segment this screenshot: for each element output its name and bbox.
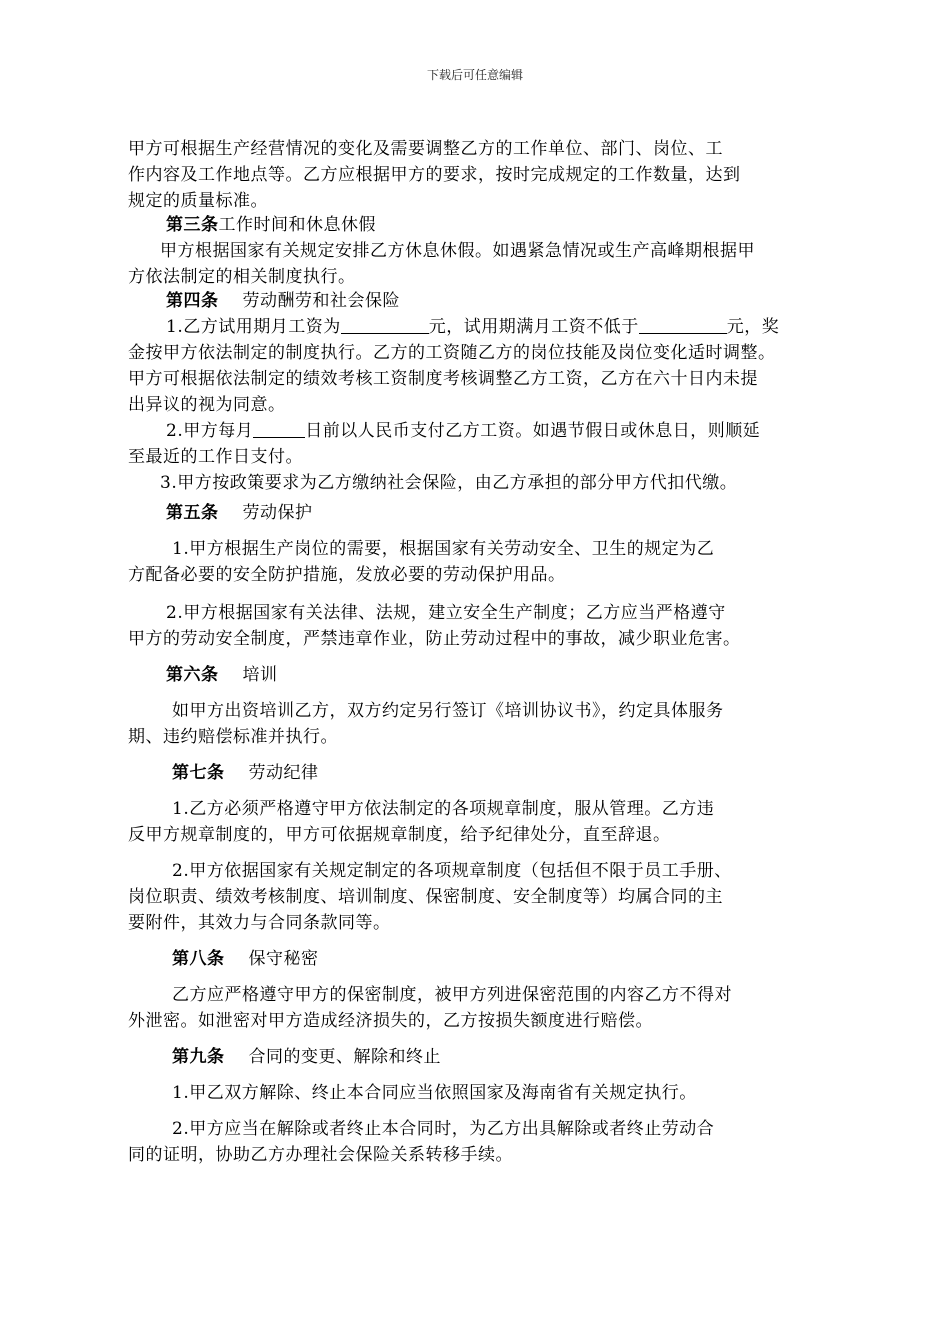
article-9-number: 第九条 [172, 1047, 225, 1067]
payday-blank [253, 419, 305, 438]
paragraph-line: 甲方根据国家有关规定安排乙方休息休假。如遇紧急情况或生产高峰期根据甲 [160, 241, 755, 261]
paragraph-line: 外泄密。如泄密对甲方造成经济损失的，乙方按损失额度进行赔偿。 [128, 1011, 653, 1031]
paragraph-line: 1.甲乙双方解除、终止本合同应当依照国家及海南省有关规定执行。 [172, 1083, 697, 1103]
paragraph-line: 出异议的视为同意。 [128, 395, 286, 415]
paragraph-line: 3.甲方按政策要求为乙方缴纳社会保险，由乙方承担的部分甲方代扣代缴。 [160, 473, 738, 493]
paragraph-line: 反甲方规章制度的，甲方可依据规章制度，给予纪律处分，直至辞退。 [128, 825, 671, 845]
paragraph-line: 至最近的工作日支付。 [128, 447, 303, 467]
article-8-heading [172, 946, 319, 972]
salary-text-3: 元，奖 [726, 317, 780, 337]
page-header-note: 下载后可任意编辑 [426, 68, 523, 82]
article-3-title: 工作时间和休息休假 [218, 215, 376, 235]
paragraph-line: 2.甲方依据国家有关规定制定的各项规章制度（包括但不限于员工手册、 [172, 861, 732, 881]
paragraph-line: 规定的质量标准。 [128, 191, 268, 211]
salary-text-2: 元，试用期满月工资不低于 [428, 317, 639, 337]
salary-line [166, 314, 779, 340]
article-5-heading [166, 500, 313, 526]
paragraph-line: 甲方的劳动安全制度，严禁违章作业，防止劳动过程中的事故，减少职业危害。 [128, 629, 741, 649]
article-3-heading [166, 212, 376, 238]
article-5-title: 劳动保护 [242, 503, 313, 523]
paragraph-line: 2.甲方应当在解除或者终止本合同时，为乙方出具解除或者终止劳动合 [172, 1119, 715, 1139]
salary-text-1: 1.乙方试用期月工资为 [166, 317, 341, 337]
article-9-title: 合同的变更、解除和终止 [248, 1047, 441, 1067]
paragraph-line: 甲方可根据生产经营情况的变化及需要调整乙方的工作单位、部门、岗位、工 [128, 139, 723, 159]
paragraph-line: 要附件，其效力与合同条款同等。 [128, 913, 391, 933]
paragraph-line: 期、违约赔偿标准并执行。 [128, 727, 338, 747]
paragraph-line: 如甲方出资培训乙方，双方约定另行签订《培训协议书》，约定具体服务 [172, 701, 724, 721]
article-8-number: 第八条 [172, 949, 225, 969]
paragraph-line: 同的证明，协助乙方办理社会保险关系转移手续。 [128, 1145, 513, 1165]
article-7-title: 劳动纪律 [248, 763, 319, 783]
article-7-number: 第七条 [172, 763, 225, 783]
article-5-number: 第五条 [166, 503, 219, 523]
paragraph-line: 岗位职责、绩效考核制度、培训制度、保密制度、安全制度等）均属合同的主 [128, 887, 723, 907]
payday-text-1: 2.甲方每月 [166, 421, 254, 441]
article-4-title: 劳动酬劳和社会保险 [242, 291, 400, 311]
paragraph-line: 方依法制定的相关制度执行。 [128, 267, 356, 287]
paragraph-line: 作内容及工作地点等。乙方应根据甲方的要求，按时完成规定的工作数量，达到 [128, 165, 741, 185]
paragraph-line: 乙方应严格遵守甲方的保密制度，被甲方列进保密范围的内容乙方不得对 [172, 985, 732, 1005]
article-4-number: 第四条 [166, 291, 219, 311]
paragraph-line: 2.甲方根据国家有关法律、法规，建立安全生产制度；乙方应当严格遵守 [166, 603, 726, 623]
paragraph-line: 甲方可根据依法制定的绩效考核工资制度考核调整乙方工资，乙方在六十日内未提 [128, 369, 758, 389]
paragraph-line: 方配备必要的安全防护措施，发放必要的劳动保护用品。 [128, 565, 566, 585]
payday-line [166, 418, 760, 444]
article-8-title: 保守秘密 [248, 949, 319, 969]
payday-text-2: 日前以人民币支付乙方工资。如遇节假日或休息日，则顺延 [305, 421, 761, 441]
paragraph-line: 金按甲方依法制定的制度执行。乙方的工资随乙方的岗位技能及岗位变化适时调整。 [128, 343, 776, 363]
article-4-heading [166, 288, 400, 314]
article-6-heading [166, 662, 278, 688]
article-6-number: 第六条 [166, 665, 219, 685]
article-9-heading [172, 1044, 441, 1070]
article-6-title: 培训 [242, 665, 278, 685]
paragraph-line: 1.甲方根据生产岗位的需要，根据国家有关劳动安全、卫生的规定为乙 [172, 539, 715, 559]
regular-salary-blank [639, 315, 727, 334]
article-7-heading [172, 760, 319, 786]
article-3-number: 第三条 [166, 215, 219, 235]
paragraph-line: 1.乙方必须严格遵守甲方依法制定的各项规章制度，服从管理。乙方违 [172, 799, 715, 819]
probation-salary-blank [341, 315, 429, 334]
